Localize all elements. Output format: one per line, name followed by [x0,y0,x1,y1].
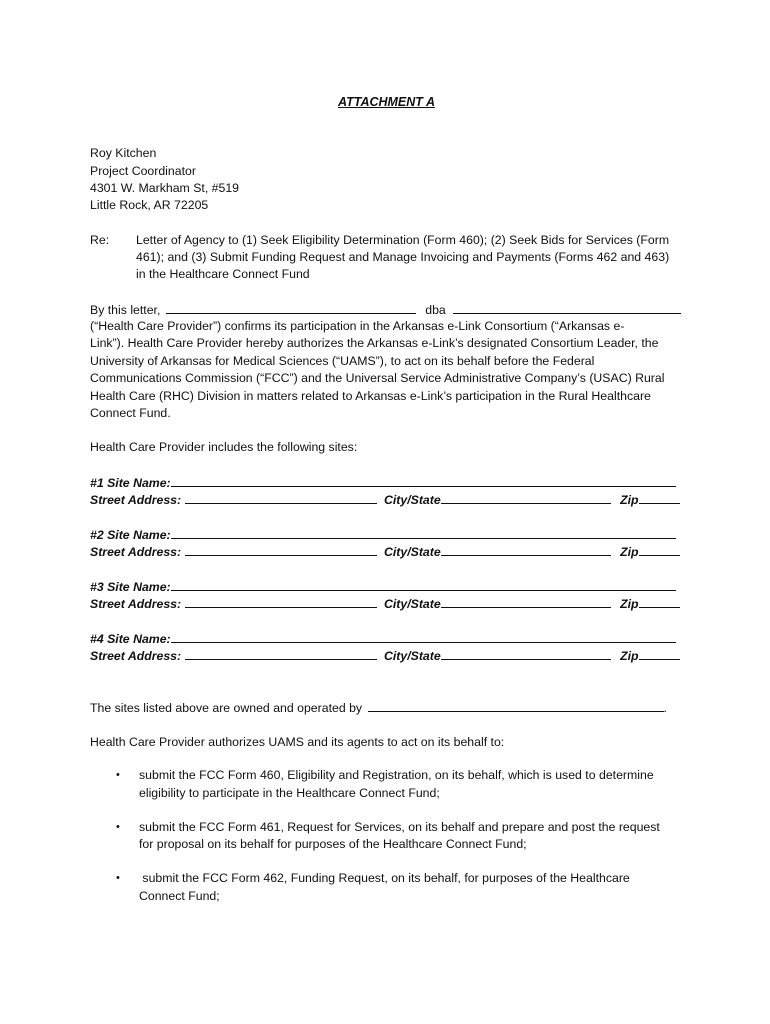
bullet-icon: • [116,821,120,833]
site-name-label: #1 Site Name: [90,476,171,490]
site-4-name-row [90,630,676,648]
city-state-field[interactable] [441,491,611,504]
city-state-label: City/State [383,545,441,559]
owned-by-suffix: . [663,701,667,715]
site-name-label: #2 Site Name: [90,528,171,542]
bullet-1-line-1: submit the FCC Form 460, Eligibility and Registration, on its behalf, which is used to determine [139,768,654,782]
street-address-label: Street Address: [90,597,182,611]
bullet-2-line-1: submit the FCC Form 461, Request for Services, on its behalf and prepare and post the request [139,820,660,834]
zip-label: Zip [620,597,639,611]
site-4-address-row [90,647,680,665]
re-line-3: in the Healthcare Connect Fund [136,267,310,281]
zip-label: Zip [620,649,639,663]
city-state-label: City/State [383,649,441,663]
site-1-address-row [90,491,680,509]
site-2-name-row [90,526,676,544]
bullet-2-line-2: for proposal on its behalf for purposes of the Healthcare Connect Fund; [139,837,527,851]
re-line-1: Letter of Agency to (1) Seek Eligibility Determination (Form 460); (2) Seek Bids for Services (Form [136,233,670,247]
owned-by-prefix: The sites listed above are owned and operated by [90,701,363,715]
street-address-label: Street Address: [90,545,182,559]
street-address-field[interactable] [185,595,377,608]
site-2-address-row [90,543,680,561]
city-state-label: City/State [383,493,441,507]
site-3-name-row [90,578,676,596]
sender-city: Little Rock, AR 72205 [90,198,209,212]
site-name-field[interactable] [171,474,676,487]
street-address-field[interactable] [185,543,377,556]
street-address-label: Street Address: [90,493,182,507]
letter-line-4: Communications Commission (“FCC”) and the Universal Service Administrative Company’s (USAC) Rural [90,371,665,385]
sender-street: 4301 W. Markham St, #519 [90,181,240,195]
site-1-name-row [90,474,676,492]
owner-field[interactable] [368,699,664,712]
page-title: ATTACHMENT A [338,95,435,109]
letter-line-2: Link”). Health Care Provider hereby authorizes the Arkansas e-Link’s designated Consortium Leader, the [90,336,659,350]
bullet-icon: • [116,769,120,781]
re-label: Re: [90,233,110,247]
sender-name: Roy Kitchen [90,146,157,160]
bullet-3-line-2: Connect Fund; [139,889,220,903]
zip-field[interactable] [639,647,680,660]
street-address-label: Street Address: [90,649,182,663]
site-name-field[interactable] [171,578,676,591]
letter-line-3: University of Arkansas for Medical Sciences (“UAMS”), to act on its behalf before the Federal [90,354,595,368]
re-line-2: 461); and (3) Submit Funding Request and Manage Invoicing and Payments (Forms 462 and 463) [136,250,670,264]
zip-field[interactable] [639,543,680,556]
street-address-field[interactable] [185,647,377,660]
city-state-field[interactable] [441,595,611,608]
letter-line-5: Health Care (RHC) Division in matters related to Arkansas e-Link’s participation in the Rural Healthcare [90,389,651,403]
letter-line-6: Connect Fund. [90,406,171,420]
city-state-label: City/State [383,597,441,611]
zip-label: Zip [620,493,639,507]
site-name-label: #4 Site Name: [90,632,171,646]
zip-field[interactable] [639,595,680,608]
zip-field[interactable] [639,491,680,504]
intro-prefix: By this letter, [90,303,161,317]
city-state-field[interactable] [441,647,611,660]
site-name-label: #3 Site Name: [90,580,171,594]
sender-role: Project Coordinator [90,164,196,178]
dba-label: dba [425,303,446,317]
site-name-field[interactable] [171,630,676,643]
letter-line-1: (“Health Care Provider”) confirms its participation in the Arkansas e-Link Consortium (“Arkansas e- [90,319,625,333]
site-3-address-row [90,595,680,613]
letter-intro-line [90,301,681,319]
street-address-field[interactable] [185,491,377,504]
bullet-icon: • [116,872,120,884]
owned-by-row [90,699,667,717]
bullet-1-line-2: eligibility to participate in the Healthcare Connect Fund; [139,786,440,800]
bullet-3-line-1: submit the FCC Form 462, Funding Request, on its behalf, for purposes of the Healthcare [139,871,630,885]
sites-intro: Health Care Provider includes the following sites: [90,440,358,454]
site-name-field[interactable] [171,526,676,539]
provider-name-field[interactable] [166,301,416,314]
zip-label: Zip [620,545,639,559]
dba-field[interactable] [453,301,681,314]
city-state-field[interactable] [441,543,611,556]
authorizes-text: Health Care Provider authorizes UAMS and its agents to act on its behalf to: [90,735,505,749]
